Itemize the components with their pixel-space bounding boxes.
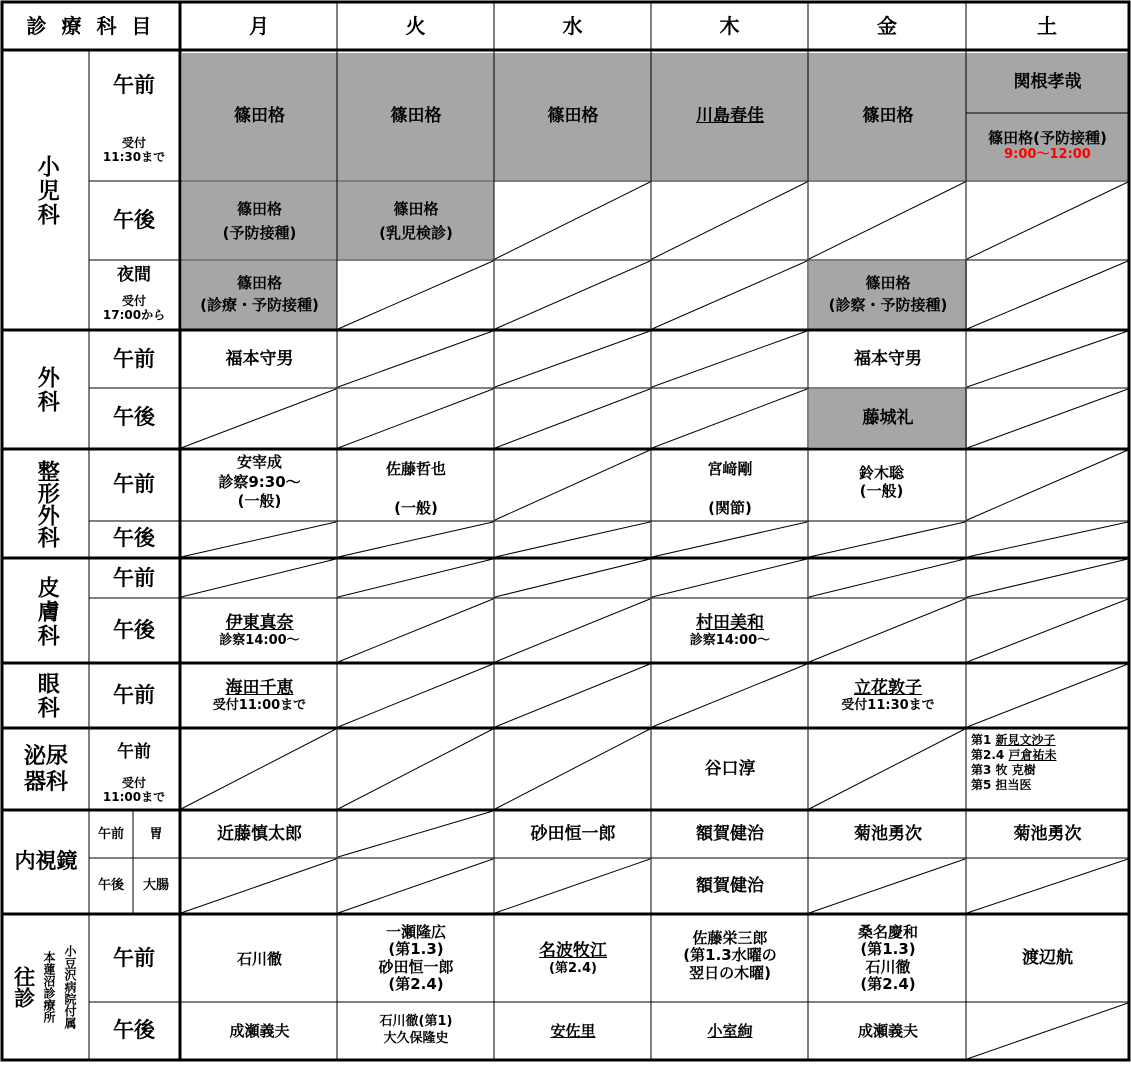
slot-sub-label: 大腸 bbox=[142, 878, 169, 894]
home-visit-sub1 bbox=[58, 916, 82, 1058]
home-visit-sub2 bbox=[38, 916, 60, 1058]
doctor-name: 牧 克樹 bbox=[995, 763, 1036, 777]
urology-sat-line bbox=[971, 733, 1056, 748]
doctor-name: 海田千恵 bbox=[225, 678, 294, 698]
unavailable-slash bbox=[495, 182, 650, 259]
slot-label: 午前 bbox=[97, 826, 124, 842]
doctor-name: 宮﨑剛 (関節) bbox=[707, 460, 753, 517]
urology-sat bbox=[967, 730, 1128, 809]
pediatrics-am-thu bbox=[652, 53, 808, 180]
slot-label: 午前 bbox=[113, 346, 155, 371]
slot-label: 午後 bbox=[113, 405, 155, 430]
doctor-name: 篠田格 bbox=[390, 106, 442, 127]
unavailable-slash bbox=[809, 559, 965, 597]
home-visit-pm-tue bbox=[338, 1003, 494, 1058]
home-visit-am-sat bbox=[967, 916, 1128, 1001]
unavailable-slash bbox=[495, 729, 650, 809]
dept-name: 小児科 bbox=[34, 155, 60, 227]
ophthalmology-am-label bbox=[90, 665, 178, 727]
week-prefix: 第2.4 bbox=[971, 748, 1009, 762]
pediatrics-sat-am-bottom bbox=[967, 114, 1128, 178]
surgery-am-mon bbox=[182, 332, 337, 387]
day-label: 水 bbox=[562, 14, 583, 38]
doctor-name: 額賀健治 bbox=[696, 824, 764, 845]
unavailable-slash bbox=[338, 729, 493, 809]
doctor-name: 近藤慎太郎 bbox=[217, 824, 302, 845]
urology-am-thu bbox=[652, 730, 808, 809]
endoscopy-am-wed bbox=[495, 812, 651, 857]
unavailable-slash bbox=[652, 182, 807, 259]
pediatrics-am-wed bbox=[495, 53, 651, 180]
dept-endoscopy bbox=[4, 812, 88, 912]
unavailable-slash bbox=[338, 389, 493, 448]
doctor-name: 菊池勇次 bbox=[854, 824, 922, 845]
surgery-am-label bbox=[90, 332, 178, 387]
ophthalmology-am-fri bbox=[809, 665, 967, 727]
unavailable-slash bbox=[809, 859, 965, 913]
endoscopy-am-sub bbox=[134, 812, 178, 857]
doctor-name: 川島春佳 bbox=[696, 106, 764, 127]
unavailable-slash bbox=[338, 559, 493, 597]
unavailable-slash bbox=[809, 599, 965, 662]
unavailable-slash bbox=[967, 559, 1128, 597]
doctor-name: 鈴木聡 (一般) bbox=[859, 464, 905, 500]
doctor-name: 関根孝哉 bbox=[1013, 71, 1082, 92]
unavailable-slash bbox=[338, 522, 493, 557]
slot-label: 夜間 bbox=[117, 264, 151, 285]
dept-urology bbox=[4, 730, 88, 809]
home-visit-am-mon bbox=[182, 916, 337, 1001]
surgery-am-fri bbox=[809, 332, 967, 387]
doctor-name: 担当医 bbox=[995, 778, 1032, 792]
doctor-name: 篠田格 (乳児検診) bbox=[379, 199, 453, 242]
doctor-name: 藤城礼 bbox=[862, 407, 914, 428]
time-note: 診察14:00〜 bbox=[689, 632, 771, 648]
unavailable-slash bbox=[495, 559, 650, 597]
week-prefix: 第5 bbox=[971, 778, 996, 792]
doctor-name: 篠田格 bbox=[547, 106, 599, 127]
slot-label: 午前 bbox=[113, 472, 155, 497]
header-day-tue bbox=[338, 4, 493, 48]
header-day-fri bbox=[809, 4, 965, 48]
pediatrics-am-note bbox=[90, 122, 178, 178]
slot-label: 午後 bbox=[113, 207, 155, 232]
dept-name: 整形外科 bbox=[34, 459, 60, 548]
doctor-name: 村田美和 bbox=[696, 612, 764, 633]
unavailable-slash bbox=[652, 331, 807, 387]
week-prefix: 第1 bbox=[971, 733, 996, 747]
home-visit-am-label bbox=[90, 916, 178, 1001]
doctor-name: 福本守男 bbox=[225, 349, 294, 370]
endoscopy-am-label bbox=[90, 812, 132, 857]
doctor-name: 額賀健治 bbox=[696, 875, 764, 896]
slot-note: 受付 11:30まで bbox=[102, 135, 166, 164]
dept-name: 往診 bbox=[11, 966, 36, 1008]
doctor-name: 篠田格(予防接種) bbox=[988, 129, 1107, 148]
day-label: 木 bbox=[719, 14, 740, 38]
day-label: 土 bbox=[1037, 14, 1057, 38]
orthopedics-am-tue bbox=[338, 450, 494, 520]
slot-label: 午前 bbox=[113, 683, 155, 708]
pediatrics-night-note bbox=[90, 288, 178, 328]
endoscopy-am-fri bbox=[809, 812, 967, 857]
endoscopy-am-sat bbox=[967, 812, 1128, 857]
home-visit-am-tue bbox=[338, 916, 494, 1001]
surgery-pm-fri bbox=[809, 389, 967, 447]
dept-pediatrics bbox=[4, 53, 88, 329]
unavailable-slash bbox=[338, 331, 493, 387]
unavailable-slash bbox=[967, 664, 1128, 727]
doctor-name: 伊東真奈 bbox=[225, 612, 294, 633]
unavailable-slash bbox=[967, 331, 1128, 387]
pediatrics-am-mon bbox=[182, 53, 337, 180]
unavailable-slash bbox=[967, 1003, 1128, 1059]
doctor-name: 篠田格 bbox=[234, 106, 285, 127]
doctor-name: 成瀬義夫 bbox=[857, 1021, 918, 1040]
orthopedics-am-thu bbox=[652, 450, 808, 520]
time-note: 受付11:00まで bbox=[212, 698, 307, 714]
dept-name: 皮膚科 bbox=[34, 575, 60, 648]
doctor-name: 佐藤栄三郎 (第1.3水曜の 翌日の木曜) bbox=[683, 929, 777, 982]
unavailable-slash bbox=[495, 859, 650, 913]
home-visit-am-thu bbox=[652, 916, 808, 1001]
unavailable-slash bbox=[652, 261, 807, 329]
doctor-name: 安佐里 bbox=[550, 1021, 596, 1040]
doctor-name: 篠田格 (診療・予防接種) bbox=[200, 274, 319, 314]
doctor-name: 安宰成 診察9:30〜 (一般) bbox=[218, 453, 301, 510]
unavailable-slash bbox=[495, 664, 650, 727]
home-visit-pm-fri bbox=[809, 1003, 967, 1058]
dermatology-pm-mon bbox=[182, 599, 337, 662]
unavailable-slash bbox=[338, 811, 493, 857]
doctor-name: 谷口淳 bbox=[704, 759, 756, 780]
unavailable-slash bbox=[809, 522, 965, 557]
slot-label: 午後 bbox=[113, 1017, 155, 1042]
urology-sat-line bbox=[971, 748, 1056, 763]
endoscopy-pm-label bbox=[90, 860, 132, 912]
unavailable-slash bbox=[652, 389, 807, 448]
slot-label: 午前 bbox=[113, 566, 155, 591]
doctor-name: 小室絢 bbox=[707, 1021, 753, 1040]
unavailable-slash bbox=[967, 859, 1128, 913]
dept-name: 外科 bbox=[34, 366, 60, 414]
slot-label: 午後 bbox=[97, 878, 124, 894]
pediatrics-night-label bbox=[90, 261, 178, 285]
surgery-pm-label bbox=[90, 389, 178, 447]
unavailable-slash bbox=[181, 389, 336, 448]
time-note: 受付11:30まで bbox=[841, 698, 935, 714]
unavailable-slash bbox=[967, 599, 1128, 662]
slot-label: 午後 bbox=[113, 617, 155, 642]
unavailable-slash bbox=[495, 450, 650, 520]
dermatology-am-label bbox=[90, 561, 178, 597]
pediatrics-pm-label bbox=[90, 182, 178, 259]
unavailable-slash bbox=[652, 559, 807, 597]
dept-name: 眼科 bbox=[34, 672, 60, 720]
unavailable-slash bbox=[181, 522, 336, 557]
week-note: (第2.4) bbox=[549, 960, 597, 976]
doctor-name: 砂田恒一郎 bbox=[530, 824, 616, 845]
endoscopy-am-thu bbox=[652, 812, 808, 857]
unavailable-slash bbox=[181, 559, 336, 597]
unavailable-slash bbox=[338, 859, 493, 913]
affiliation-label: 小豆沢病院付属 bbox=[63, 945, 77, 1029]
slot-note: 受付 11:00まで bbox=[102, 775, 166, 804]
unavailable-slash bbox=[967, 522, 1128, 557]
unavailable-slash bbox=[967, 389, 1128, 448]
pediatrics-sat-am-top bbox=[967, 53, 1128, 111]
urology-am-note bbox=[90, 772, 178, 808]
header-day-mon bbox=[182, 4, 336, 48]
pediatrics-pm-tue bbox=[338, 182, 494, 259]
unavailable-slash bbox=[495, 331, 650, 387]
affiliation-label: 本蓮沼診療所 bbox=[42, 951, 56, 1023]
dept-surgery bbox=[4, 332, 88, 448]
pediatrics-am-label bbox=[90, 53, 178, 113]
slot-label: 午後 bbox=[113, 526, 155, 551]
dept-ophthalmology bbox=[4, 665, 88, 727]
header-title-text: 診 療 科 目 bbox=[26, 14, 156, 38]
home-visit-pm-wed bbox=[495, 1003, 651, 1058]
dept-name: 内視鏡 bbox=[14, 849, 78, 874]
endoscopy-am-mon bbox=[182, 812, 337, 857]
orthopedics-pm-label bbox=[90, 522, 178, 556]
doctor-name: 桑名慶和 (第1.3) 石川徹 (第2.4) bbox=[857, 923, 918, 993]
dept-name: 泌尿 器科 bbox=[23, 744, 68, 795]
header-day-thu bbox=[652, 4, 807, 48]
dept-home-visit bbox=[4, 916, 42, 1058]
doctor-name: 篠田格 bbox=[862, 106, 914, 127]
unavailable-slash bbox=[495, 522, 650, 557]
endoscopy-pm-sub bbox=[134, 860, 178, 912]
week-prefix: 第3 bbox=[971, 763, 996, 777]
pediatrics-am-tue bbox=[338, 53, 494, 180]
dept-orthopedics bbox=[4, 450, 88, 557]
dermatology-pm-label bbox=[90, 599, 178, 662]
dermatology-pm-thu bbox=[652, 599, 808, 662]
doctor-name: 石川徹(第1) 大久保隆史 bbox=[379, 1014, 453, 1046]
unavailable-slash bbox=[967, 182, 1128, 259]
dept-dermatology bbox=[4, 561, 88, 662]
doctor-name: 篠田格 (診察・予防接種) bbox=[828, 274, 948, 314]
slot-note: 受付 17:00から bbox=[102, 293, 166, 322]
doctor-name: 佐藤哲也 (一般) bbox=[385, 460, 446, 517]
doctor-name: 成瀬義夫 bbox=[229, 1021, 290, 1040]
unavailable-slash bbox=[809, 729, 965, 809]
doctor-name: 立花敦子 bbox=[854, 678, 922, 698]
unavailable-slash bbox=[652, 522, 807, 557]
time-note: 診察14:00〜 bbox=[219, 632, 300, 648]
home-visit-pm-label bbox=[90, 1003, 178, 1058]
day-label: 火 bbox=[405, 14, 426, 38]
slot-sub-label: 胃 bbox=[149, 826, 163, 842]
unavailable-slash bbox=[495, 389, 650, 448]
unavailable-slash bbox=[181, 859, 336, 913]
doctor-name: 菊池勇次 bbox=[1013, 824, 1082, 845]
pediatrics-pm-mon bbox=[182, 182, 337, 259]
header-day-sat bbox=[967, 4, 1127, 48]
ophthalmology-am-mon bbox=[182, 665, 337, 727]
doctor-name: 福本守男 bbox=[854, 349, 922, 370]
unavailable-slash bbox=[495, 261, 650, 329]
unavailable-slash bbox=[338, 599, 493, 662]
doctor-name: 一瀬隆広 (第1.3) 砂田恒一郎 (第2.4) bbox=[378, 923, 454, 993]
unavailable-slash bbox=[967, 261, 1128, 329]
pediatrics-am-fri bbox=[809, 53, 967, 180]
doctor-name: 戸倉祐未 bbox=[1008, 748, 1057, 762]
doctor-name: 渡辺航 bbox=[1022, 948, 1073, 969]
pediatrics-night-mon bbox=[182, 261, 337, 329]
home-visit-pm-mon bbox=[182, 1003, 337, 1058]
orthopedics-am-fri bbox=[809, 450, 967, 520]
header-day-wed bbox=[495, 4, 650, 48]
unavailable-slash bbox=[338, 261, 493, 329]
doctor-name: 石川徹 bbox=[236, 949, 282, 968]
endoscopy-pm-thu bbox=[652, 860, 808, 912]
time-note: 9:00〜12:00 bbox=[1004, 147, 1091, 163]
header-title bbox=[4, 4, 178, 48]
home-visit-pm-thu bbox=[652, 1003, 808, 1058]
home-visit-am-fri bbox=[809, 916, 967, 1001]
day-label: 金 bbox=[877, 14, 897, 38]
home-visit-am-wed bbox=[495, 916, 651, 1001]
unavailable-slash bbox=[652, 664, 807, 727]
urology-sat-line bbox=[971, 763, 1036, 778]
urology-sat-line bbox=[971, 778, 1032, 793]
doctor-name: 名波牧江 bbox=[539, 940, 607, 961]
orthopedics-am-label bbox=[90, 450, 178, 520]
slot-label: 午前 bbox=[113, 73, 155, 98]
orthopedics-am-mon bbox=[182, 450, 337, 520]
unavailable-slash bbox=[495, 599, 650, 662]
slot-label: 午前 bbox=[113, 945, 155, 970]
slot-label: 午前 bbox=[117, 741, 151, 762]
pediatrics-night-fri bbox=[809, 261, 967, 329]
unavailable-slash bbox=[809, 182, 965, 259]
unavailable-slash bbox=[338, 664, 493, 727]
doctor-name: 新見文沙子 bbox=[995, 733, 1056, 747]
unavailable-slash bbox=[181, 729, 336, 809]
urology-am-label bbox=[90, 730, 178, 770]
day-label: 月 bbox=[249, 14, 269, 38]
unavailable-slash bbox=[967, 450, 1128, 520]
doctor-name: 篠田格 (予防接種) bbox=[222, 199, 297, 242]
